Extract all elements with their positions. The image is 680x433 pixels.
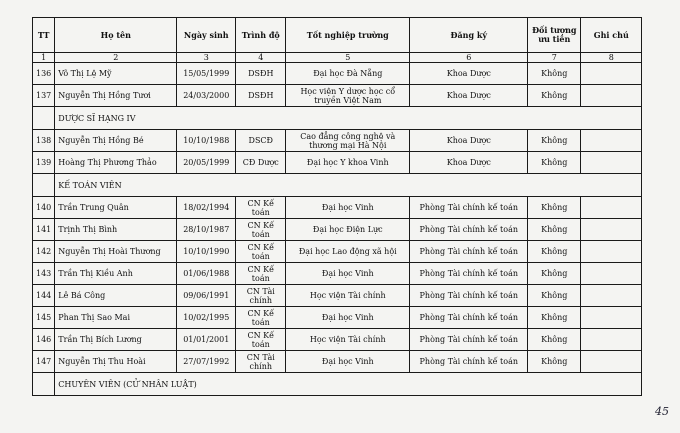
table-row [33,329,642,351]
cell-level: CN Tài chính [236,285,286,307]
empty-cell [33,174,55,197]
column-number: 7 [528,53,581,63]
cell-tt: 146 [33,329,55,351]
cell-priority: Không [528,329,581,351]
cell-school: Đại học Vinh [286,307,410,329]
table-row [33,63,642,85]
cell-level: DSĐH [236,85,286,107]
cell-level: CN Kế toán [236,307,286,329]
header-cell: Ghi chú [581,18,642,53]
cell-tt: 144 [33,285,55,307]
table-body [33,63,642,396]
column-number: 6 [410,53,528,63]
cell-tt: 147 [33,351,55,373]
section-title: DƯỢC SĨ HẠNG IV [55,107,642,130]
cell-priority: Không [528,219,581,241]
cell-name: Trần Trung Quân [55,197,177,219]
cell-school: Đại học Y khoa Vinh [286,152,410,174]
cell-level: CN Kế toán [236,197,286,219]
cell-dob: 20/05/1999 [177,152,236,174]
cell-school: Đại học Vinh [286,351,410,373]
cell-school: Đại học Điện Lực [286,219,410,241]
cell-priority: Không [528,241,581,263]
cell-note [581,329,642,351]
column-number: 1 [33,53,55,63]
cell-dob: 24/03/2000 [177,85,236,107]
cell-priority: Không [528,85,581,107]
cell-name: Võ Thị Lệ Mỹ [55,63,177,85]
table-row [33,130,642,152]
cell-level: CN Tài chính [236,351,286,373]
header-cell: Đối tượng ưu tiên [528,18,581,53]
column-number-row [33,53,642,63]
column-number: 8 [581,53,642,63]
cell-reg: Phòng Tài chính kế toán [410,351,528,373]
cell-reg: Khoa Dược [410,130,528,152]
cell-reg: Phòng Tài chính kế toán [410,307,528,329]
cell-tt: 140 [33,197,55,219]
cell-name: Trần Thị Kiều Anh [55,263,177,285]
cell-priority: Không [528,197,581,219]
cell-dob: 10/10/1988 [177,130,236,152]
cell-dob: 10/02/1995 [177,307,236,329]
cell-dob: 27/07/1992 [177,351,236,373]
table-row [33,285,642,307]
column-number: 2 [55,53,177,63]
cell-note [581,63,642,85]
cell-reg: Phòng Tài chính kế toán [410,329,528,351]
cell-tt: 136 [33,63,55,85]
table-row [33,197,642,219]
cell-level: CN Kế toán [236,219,286,241]
cell-reg: Phòng Tài chính kế toán [410,285,528,307]
cell-school: Đại học Vinh [286,197,410,219]
cell-tt: 142 [33,241,55,263]
cell-tt: 145 [33,307,55,329]
cell-tt: 141 [33,219,55,241]
header-cell: Trình độ [236,18,286,53]
cell-note [581,197,642,219]
table-row [33,152,642,174]
cell-dob: 18/02/1994 [177,197,236,219]
header-cell: Tốt nghiệp trường [286,18,410,53]
column-number: 5 [286,53,410,63]
table-row [33,85,642,107]
empty-cell [33,373,55,396]
cell-reg: Phòng Tài chính kế toán [410,219,528,241]
cell-priority: Không [528,351,581,373]
cell-school: Đại học Đà Nẵng [286,63,410,85]
cell-level: DSĐH [236,63,286,85]
cell-priority: Không [528,130,581,152]
cell-name: Lê Bá Công [55,285,177,307]
cell-tt: 138 [33,130,55,152]
cell-note [581,285,642,307]
cell-name: Trần Thị Bích Lương [55,329,177,351]
cell-school: Học viện Tài chính [286,285,410,307]
cell-name: Nguyễn Thị Hoài Thương [55,241,177,263]
table-row [33,241,642,263]
cell-reg: Khoa Dược [410,85,528,107]
cell-name: Hoàng Thị Phương Thảo [55,152,177,174]
cell-reg: Khoa Dược [410,63,528,85]
section-title: CHUYÊN VIÊN (CỬ NHÂN LUẬT) [55,373,642,396]
cell-note [581,152,642,174]
cell-dob: 01/01/2001 [177,329,236,351]
cell-note [581,263,642,285]
empty-cell [33,107,55,130]
cell-priority: Không [528,63,581,85]
cell-priority: Không [528,152,581,174]
candidate-table [32,17,642,396]
cell-level: CN Kế toán [236,329,286,351]
header-cell: Ngày sinh [177,18,236,53]
section-title: KẾ TOÁN VIÊN [55,174,642,197]
cell-dob: 01/06/1988 [177,263,236,285]
section-row [33,107,642,130]
header-row [33,18,642,53]
cell-dob: 09/06/1991 [177,285,236,307]
cell-priority: Không [528,307,581,329]
cell-school: Đại học Vinh [286,263,410,285]
cell-name: Nguyễn Thị Hồng Bé [55,130,177,152]
cell-reg: Phòng Tài chính kế toán [410,263,528,285]
cell-school: Cao đẳng công nghệ và thương mại Hà Nội [286,130,410,152]
cell-level: CN Kế toán [236,241,286,263]
cell-name: Phan Thị Sao Mai [55,307,177,329]
cell-school: Học viện Y dược học cổ truyền Việt Nam [286,85,410,107]
column-number: 4 [236,53,286,63]
cell-school: Đại học Lao động xã hội [286,241,410,263]
cell-level: CN Kế toán [236,263,286,285]
cell-note [581,241,642,263]
cell-tt: 137 [33,85,55,107]
cell-reg: Phòng Tài chính kế toán [410,241,528,263]
cell-dob: 28/10/1987 [177,219,236,241]
cell-priority: Không [528,285,581,307]
cell-level: CĐ Dược [236,152,286,174]
header-cell: TT [33,18,55,53]
cell-tt: 143 [33,263,55,285]
table-row [33,219,642,241]
cell-reg: Khoa Dược [410,152,528,174]
column-number: 3 [177,53,236,63]
header-cell: Họ tên [55,18,177,53]
section-row [33,174,642,197]
table-row [33,351,642,373]
cell-name: Trịnh Thị Bình [55,219,177,241]
cell-dob: 15/05/1999 [177,63,236,85]
cell-note [581,85,642,107]
cell-priority: Không [528,263,581,285]
cell-school: Học viện Tài chính [286,329,410,351]
cell-name: Nguyễn Thị Thu Hoài [55,351,177,373]
cell-note [581,307,642,329]
cell-name: Nguyễn Thị Hồng Tươi [55,85,177,107]
table-row [33,307,642,329]
page-number: 45 [655,405,669,418]
cell-note [581,219,642,241]
header-cell: Đăng ký [410,18,528,53]
cell-note [581,130,642,152]
section-row [33,373,642,396]
cell-dob: 10/10/1990 [177,241,236,263]
cell-reg: Phòng Tài chính kế toán [410,197,528,219]
table-row [33,263,642,285]
cell-level: DSCĐ [236,130,286,152]
cell-note [581,351,642,373]
cell-tt: 139 [33,152,55,174]
